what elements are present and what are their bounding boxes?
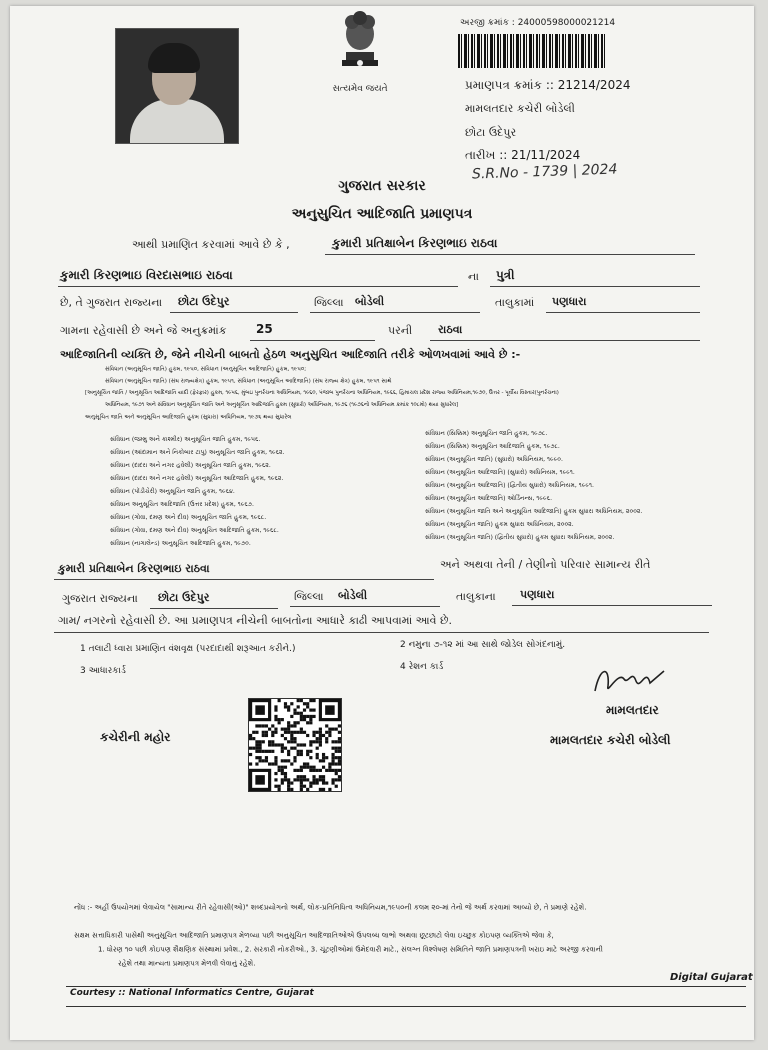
signature-icon (590, 661, 670, 701)
relation: પુત્રી (496, 268, 515, 282)
signatory-title: મામલતદાર (606, 703, 659, 717)
emblem-motto: સત્યમેવ જયતે (332, 84, 388, 94)
qr-code-icon (248, 698, 342, 792)
issue-date: તારીખ :: 21/11/2024 (465, 148, 581, 162)
application-number: અરજી ક્રમાંક : 24000598000021214 (460, 18, 616, 28)
village-text-2: ગામ/ નગરનો રહેવાસી છે. આ પ્રમાણપત્ર નીચેની બાબતોના આધારે કાઢી આપવામાં આવે છે. (58, 614, 453, 627)
office-name: મામલતદાર કચેરી બોડેલી (465, 102, 575, 115)
family-text: અને અથવા તેની / તેણીનો પરિવાર સામાન્ય રીતે (440, 558, 651, 571)
handwritten-serial: S.R.No - 1739 | 2024 (471, 161, 618, 183)
order-line-1: સંવિધાન (અનુસૂચિત જાતિ) હુકમ, ૧૯૫૦, સંવિધાન (અનુસૂચિત આદિજાતિ) હુકમ, ૧૯૫૦; (105, 366, 307, 373)
list-item: સંવિધાન (અનુસૂચિત આદિજાતિ) (દ્વિતીય સુધારો) અધિનિયમ, ૧૯૯૧. (425, 482, 594, 489)
caste-prefix: પરની (388, 324, 413, 337)
list-item: સંવિધાન (અનુસૂચિત જાતિ અને અનુસૂચિત આદિજાતિ) હુકમ સુધારા અધિનિયમ, ૨૦૦૨. (425, 508, 643, 515)
taluka-label: તાલુકામાં (495, 296, 535, 309)
list-item: સંવિધાન (આંદામાન અને નિકોબાર ટાપુ) અનુસૂચિત જાતિ હુકમ, ૧૯૬૨. (110, 449, 285, 456)
order-line-5: અનુસૂચિત જાતિ અને અનુસૂચિત આદિજાતિ હુકમ (સુધારા) અધિનિયમ, ૧૯૭૬ થયા સુધારેલ (85, 414, 292, 421)
district-label-2: જિલ્લા (294, 590, 324, 603)
document-item-1: 1 તલાટી ધ્વારા પ્રમાણિત વંશવૃક્ષ (પરદાદાથી શરૂઆત કરીને.) (80, 644, 296, 654)
document-item-4: 4 રેશન કાર્ડ (400, 662, 444, 672)
document-item-2: 2 નમુના ૭-૧૨ માં આ સાથે જોડેલ સોગંદનામું. (400, 640, 566, 650)
applicant-photo (115, 28, 239, 144)
signatory-office: મામલતદાર કચેરી બોડેલી (550, 733, 671, 747)
sub-district-name-2: બોડેલી (338, 589, 368, 602)
list-item: સંવિધાન (અનુસૂચિત જાતિ) (સુધારો) અધિનિયમ, ૧૯૯૦. (425, 456, 563, 463)
district-label: જિલ્લા (314, 296, 344, 309)
list-item: સંવિધાન (દાદરા અને નગર હવેલી) અનુસૂચિત જાતિ હુકમ, ૧૯૬૨. (110, 462, 271, 469)
father-name: કુમારી કિરણભાઇ વિરદાસભાઇ રાઠવા (60, 268, 233, 282)
list-item: સંવિધાન (અનુસૂચિત જાતિ) હુકમ સુધારા અધિનિયમ, ૨૦૦૨. (425, 521, 574, 528)
list-item: સંવિધાન (સિક્કિમ) અનુસૂચિત આદિજાતિ હુકમ, ૧૯૭૮. (425, 443, 560, 450)
office-district: છોટા ઉદેપુર (465, 126, 517, 139)
taluka-name: પણધારા (552, 295, 587, 308)
state-prefix-2: ગુજરાત રાજ્યના (62, 592, 138, 605)
district-name: છોટા ઉદેપુર (178, 295, 230, 308)
serial-number: 25 (256, 322, 273, 336)
state-prefix: છે, તે ગુજરાત રાજ્યના (60, 296, 163, 309)
digital-gujarat-label: Digital Gujarat (670, 972, 753, 983)
document-item-3: 3 આધારકાર્ડ (80, 666, 126, 676)
district-name-2: છોટા ઉદેપુર (158, 591, 210, 604)
certificate-title: અનુસુચિત આદિજાતિ પ્રમાણપત્ર (291, 206, 473, 222)
order-line-3: [અનુસૂચિત જાતિ / અનુસૂચિત આદિજાતિ યાદી (ફેરફાર) હુકમ, ૧૯૫૬, મુંબઇ પુનર્રચના અધિનિયમ, ૧૯૬૦, પંજાબ પુનર્રચના અધિનિયમ, ૧૯૬૬, હિમાચલ પ્રદેશ રાજ્ય અધિનિયમ,૧૯૭૦, ઉત્તર - પૂર્વીય વિસ્તાર(પુનર્રચના) (85, 390, 559, 396)
na-label: ના (468, 270, 479, 283)
list-item: સંવિધાન અનુસૂચિત આદિજાતિ (ઉત્તર પ્રદેશ) હુકમ, ૧૯૬૭. (110, 501, 255, 508)
list-item: સંવિધાન (નાગાલેન્ડ) અનુસૂચિત આદિજાતિ હુકમ, ૧૯૭૦. (110, 540, 251, 547)
list-item: સંવિધાન (અનુસૂચિત જાતિ) (દ્વિતીય સુધારો) હુકમ સુધારા અધિનિયમ, ૨૦૦૨. (425, 534, 615, 541)
government-title: ગુજરાત સરકાર (338, 178, 426, 194)
list-item: સંવિધાન (પોંડીચેરી) અનુસૂચિત જાતિ હુકમ, ૧૯૬૪. (110, 488, 235, 495)
village-prefix: ગામના રહેવાસી છે અને જે અનુક્રમાંક (60, 324, 227, 337)
national-emblem-icon (332, 8, 388, 84)
list-item: સંવિધાન (જમ્મુ અને કાશ્મીર) અનુસૂચિત જાતિ હુકમ, ૧૯૫૬. (110, 436, 261, 443)
list-item: સંવિધાન (અનુસૂચિત આદિજાતિ) ઓર્ડિનન્સ, ૧૯૯૬. (425, 495, 553, 502)
list-item: સંવિધાન (ગોવા, દમણ અને દીવ) અનુસૂચિત આદિજાતિ હુકમ, ૧૯૬૮. (110, 527, 279, 534)
certificate-page (10, 6, 754, 1040)
order-line-2: સંવિધાન (અનુસૂચિત જાતિ) (સંઘ રાજ્યક્ષેત્ર) હુકમ, ૧૯૫૧, સંવિધાન (અનુસૂચિત આદિજાતિ) (સંઘ રાજ્ય ક્ષેત્ર) હુકમ, ૧૯૫૧ સાથે (105, 378, 392, 385)
note-line-1: નોંધ :- અહીં ઉપયોગમાં લેવાયેલ "સામાન્ય રીતે રહેવાસી(ઓ)" શબ્દપ્રયોગનો અર્થ, લોક-પ્રતિનિધિત્વ અધિનિયમ,૧૯૫૦ની કલમ ૨૦-માં તેનો જે અર્થ કરવામાં આવ્યો છે, તે પ્રમાણે રહેશે. (74, 904, 587, 912)
list-item: સંવિધાન (ગોવા, દમણ અને દીવ) અનુસૂચિત જાતિ હુકમ, ૧૯૬૮. (110, 514, 267, 521)
applicant-name: કુમારી પ્રતિક્ષાબેન કિરણભાઇ રાઠવા (332, 236, 498, 250)
note-line-2: સક્ષમ સત્તાધિકારી પાસેથી અનુસૂચિત આદિજાતિ પ્રમાણપત્ર મેળવ્યા પછી અનુસૂચિત આદિજાતિઓએ ઉપલબ્ધ લાભો અથવા છૂટછાટો લેવા ઇચ્છુક કોઇપણ વ્યક્તિએ જેવા કે, (74, 932, 554, 940)
caste-name: રાઠવા (438, 323, 463, 336)
certificate-number: પ્રમાણપત્ર ક્રમાંક :: 21214/2024 (465, 78, 631, 92)
list-item: સંવિધાન (સિક્કિમ) અનુસૂચિત જાતિ હુકમ, ૧૯૭૮. (425, 430, 548, 437)
list-item: સંવિધાન (દાદરા અને નગર હવેલી) અનુસૂચિત આદિજાતિ હુકમ, ૧૯૬૨. (110, 475, 284, 482)
taluka-label-2: તાલુકાના (456, 590, 496, 603)
sub-district-name: બોડેલી (355, 295, 385, 308)
applicant-name-repeat: કુમારી પ્રતિક્ષાબેન કિરણભાઇ રાઠવા (58, 562, 210, 575)
note-line-4: રહેશે તથા માન્યતા પ્રમાણપત્ર મેળવી લેવાનું રહેશે. (118, 960, 256, 968)
barcode (458, 34, 606, 68)
tribe-statement: આદિજાતિની વ્યક્તિ છે, જેને નીચેની બાબતો હેઠળ અનુસુચિત આદિજાતિ તરીકે ઓળખવામાં આવે છે :- (60, 348, 521, 361)
note-line-3: 1. ધોરણ ૧૦ પછી કોઇપણ શૈક્ષણિક સંસ્થામાં પ્રવેશ., 2. સરકારી નોકરીઓ., 3. ચૂંટણીઓમાં ઉમેદવારી માટે., સંલગ્ન વિશ્લેષણ સમિતિને જાતિ પ્રમાણપત્રની ખરાઇ માટે અરજી કરવાની (98, 946, 603, 954)
office-seal-label: કચેરીની મહોર (100, 730, 171, 744)
taluka-name-2: પણધારા (520, 588, 555, 601)
list-item: સંવિધાન (અનુસૂચિત આદિજાતિ) (સુધારો) અધિનિયમ, ૧૯૯૧. (425, 469, 575, 476)
courtesy-label: Courtesy :: National Informatics Centre, Gujarat (70, 988, 314, 998)
certify-prefix: આથી પ્રમાણિત કરવામાં આવે છે કે , (132, 238, 290, 251)
order-line-4: અધિનિયમ, ૧૯૭૧ અને સંવિધાન અનુસૂચિત જાતિ અને અનુસૂચિત આદિજાતિ હુકમ (સુધારો) અધિનિયમ, ૧૯૭૬ (૧૯૭૬નો અધિનિયમ ક્રમાંક ૧૦૮મો) થયા સુધારેલ] (105, 402, 459, 408)
